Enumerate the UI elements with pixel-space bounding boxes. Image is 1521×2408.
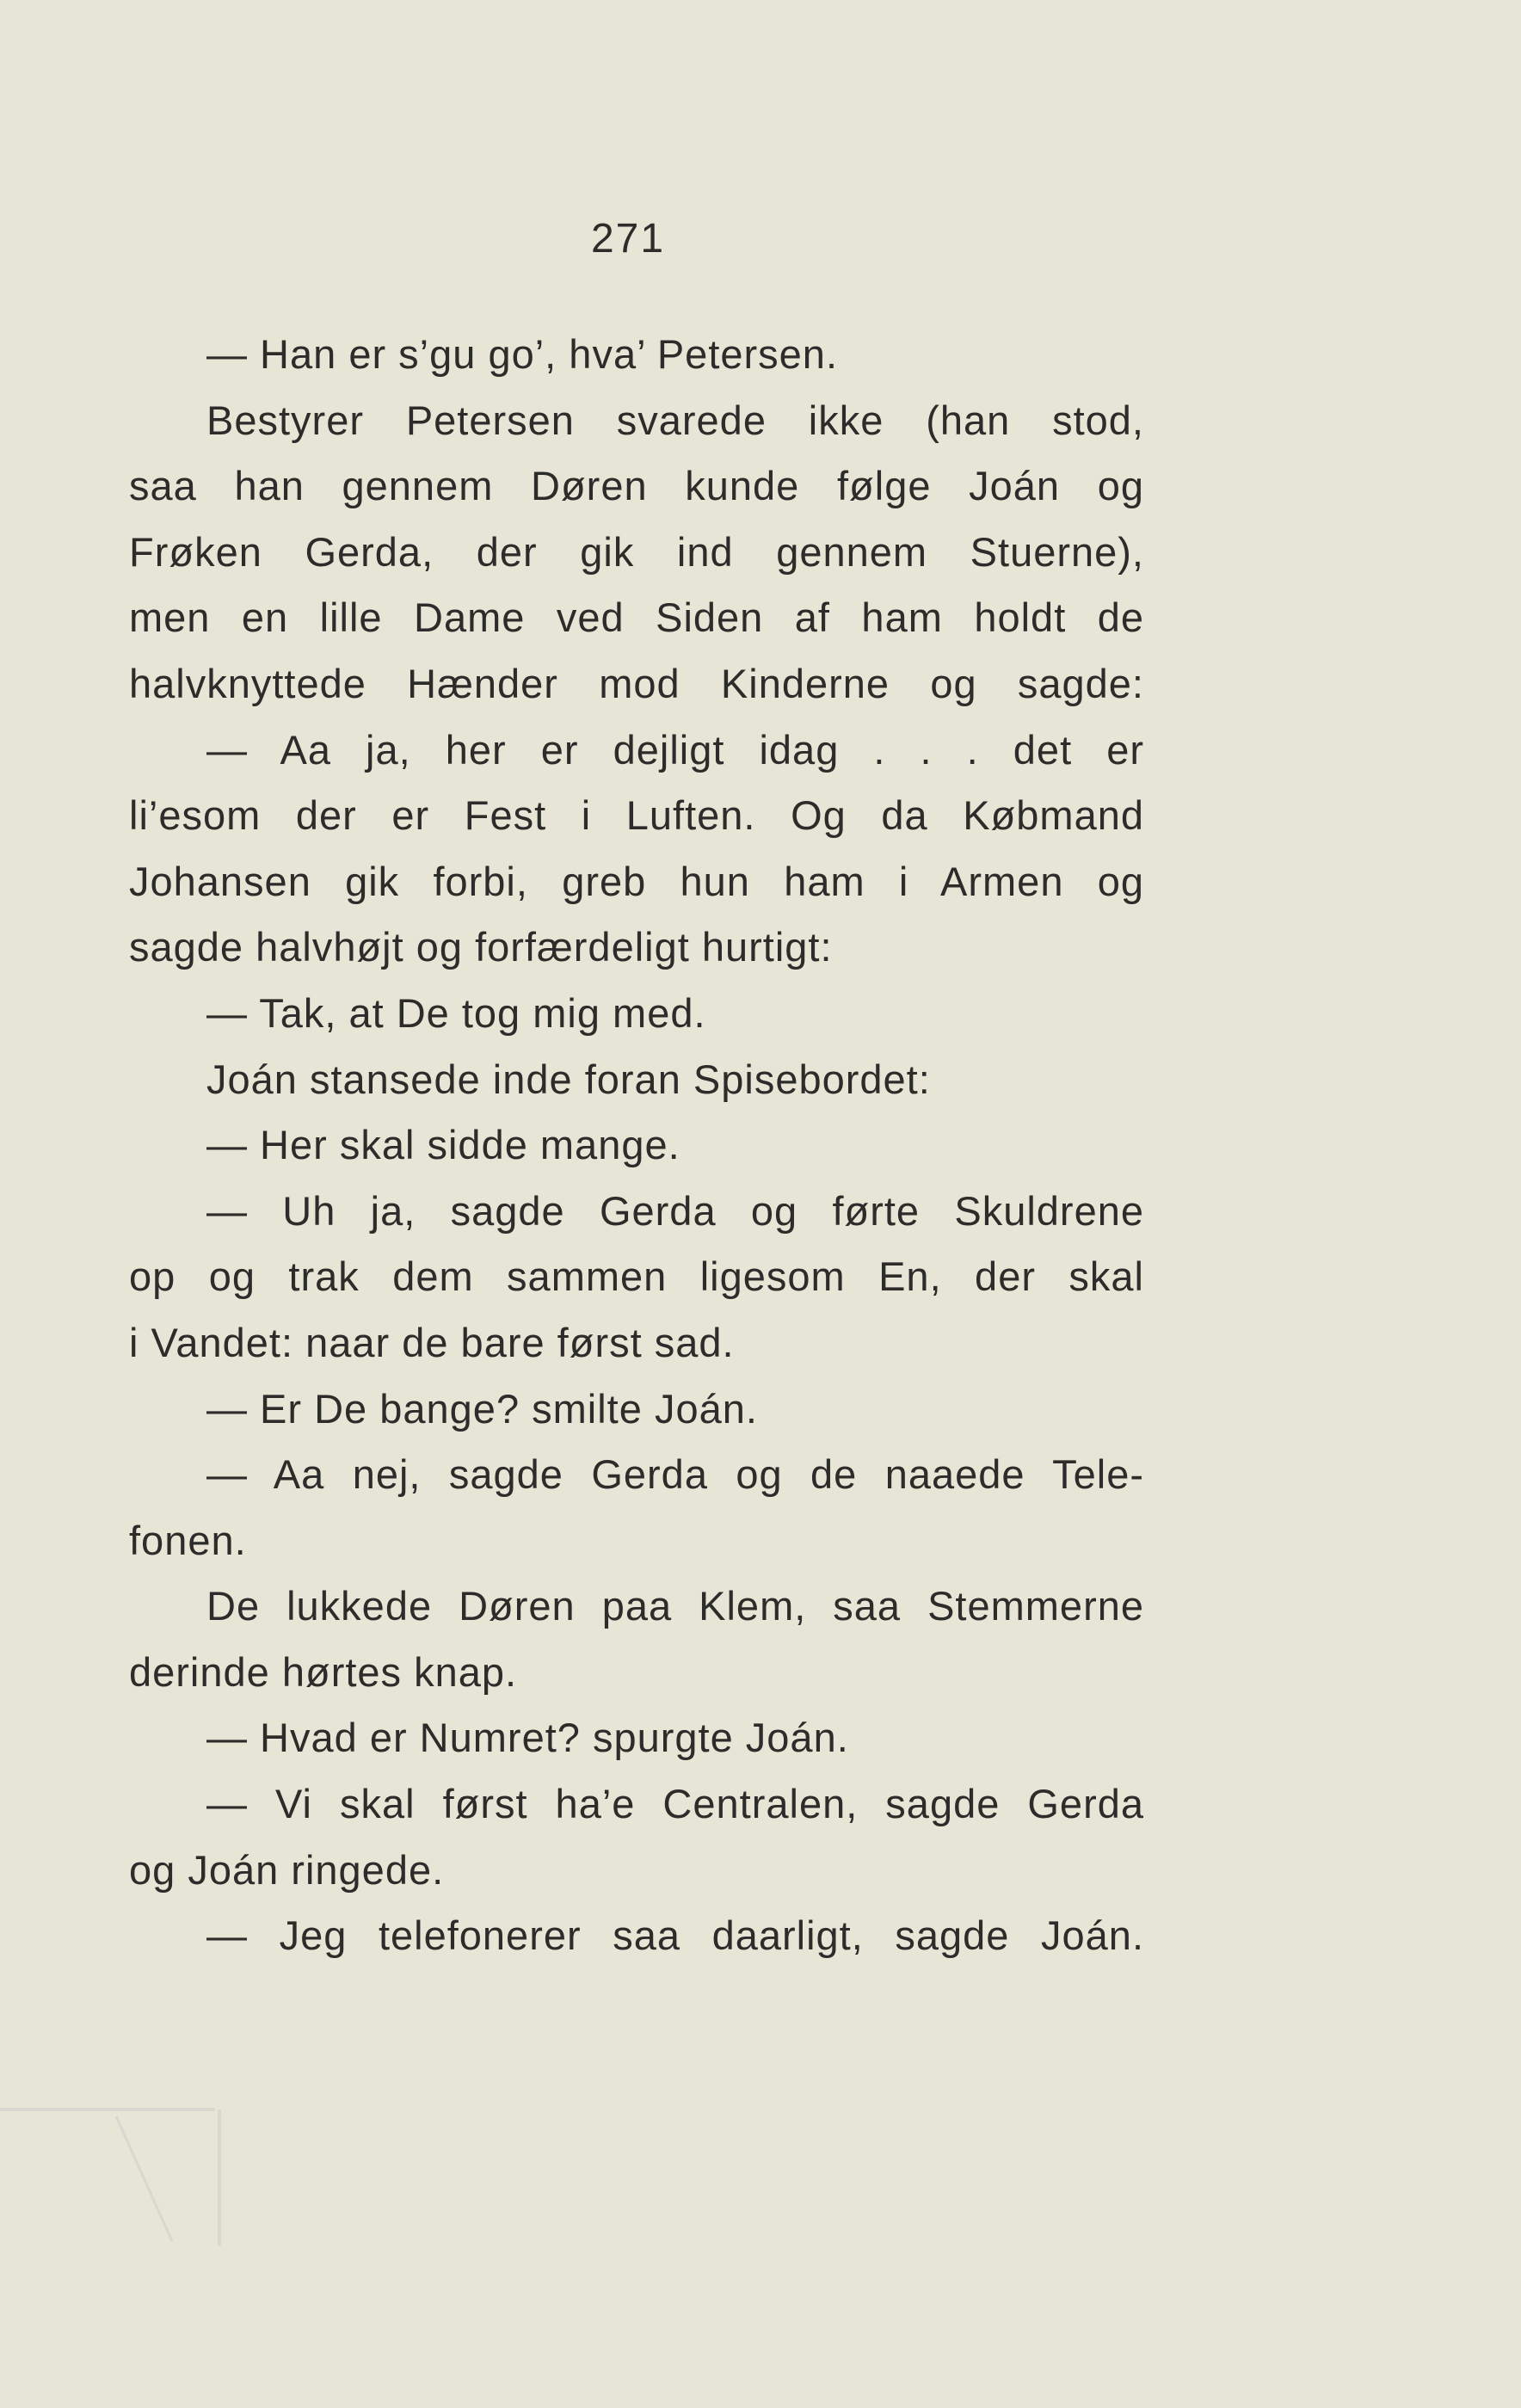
text-line: — Jeg telefonerer saa daarligt, sagde Joán.: [206, 1912, 1144, 1959]
text-line: — Her skal sidde mange.: [206, 1122, 680, 1168]
text-line: — Uh ja, sagde Gerda og førte Skuldrene: [206, 1187, 1144, 1234]
text-line: saa han gennem Døren kunde følge Joán og: [129, 463, 1144, 509]
text-line: fonen.: [129, 1517, 247, 1563]
text-line: — Tak, at De tog mig med.: [206, 989, 706, 1036]
text-line: — Hvad er Numret? spurgte Joán.: [206, 1715, 849, 1761]
text-line: — Han er s’gu go’, hva’ Petersen.: [206, 331, 839, 377]
text-line: — Vi skal først ha’e Centralen, sagde Gerda: [206, 1781, 1144, 1827]
text-line: sagde halvhøjt og forfærdeligt hurtigt:: [129, 924, 833, 970]
text-line: og Joán ringede.: [129, 1846, 445, 1893]
text-line: — Aa ja, her er dejligt idag . . . det er: [206, 726, 1144, 773]
text-line: Johansen gik forbi, greb hun ham i Armen og: [129, 858, 1144, 904]
text-line: — Aa nej, sagde Gerda og de naaede Tele-: [206, 1451, 1144, 1498]
text-line: op og trak dem sammen ligesom En, der skal: [129, 1253, 1144, 1300]
text-line: Joán stansede inde foran Spisebordet:: [206, 1056, 931, 1102]
body-text: [129, 322, 1144, 1969]
text-line: li’esom der er Fest i Luften. Og da Købmand: [129, 792, 1144, 839]
text-line: — Er De bange? smilte Joán.: [206, 1385, 758, 1432]
text-line: Frøken Gerda, der gik ind gennem Stuerne),: [129, 528, 1144, 575]
page-number: 271: [590, 216, 666, 262]
text-line: Bestyrer Petersen svarede ikke (han stod,: [206, 397, 1144, 443]
text-line: halvknyttede Hænder mod Kinderne og sagde:: [129, 660, 1144, 706]
text-line: i Vandet: naar de bare først sad.: [129, 1319, 735, 1365]
text-line: men en lille Dame ved Siden af ham holdt de: [129, 594, 1144, 641]
paper-mark-decoration: [0, 2108, 224, 2245]
text-line: derinde hørtes knap.: [129, 1648, 518, 1695]
text-line: De lukkede Døren paa Klem, saa Stemmerne: [206, 1583, 1144, 1629]
